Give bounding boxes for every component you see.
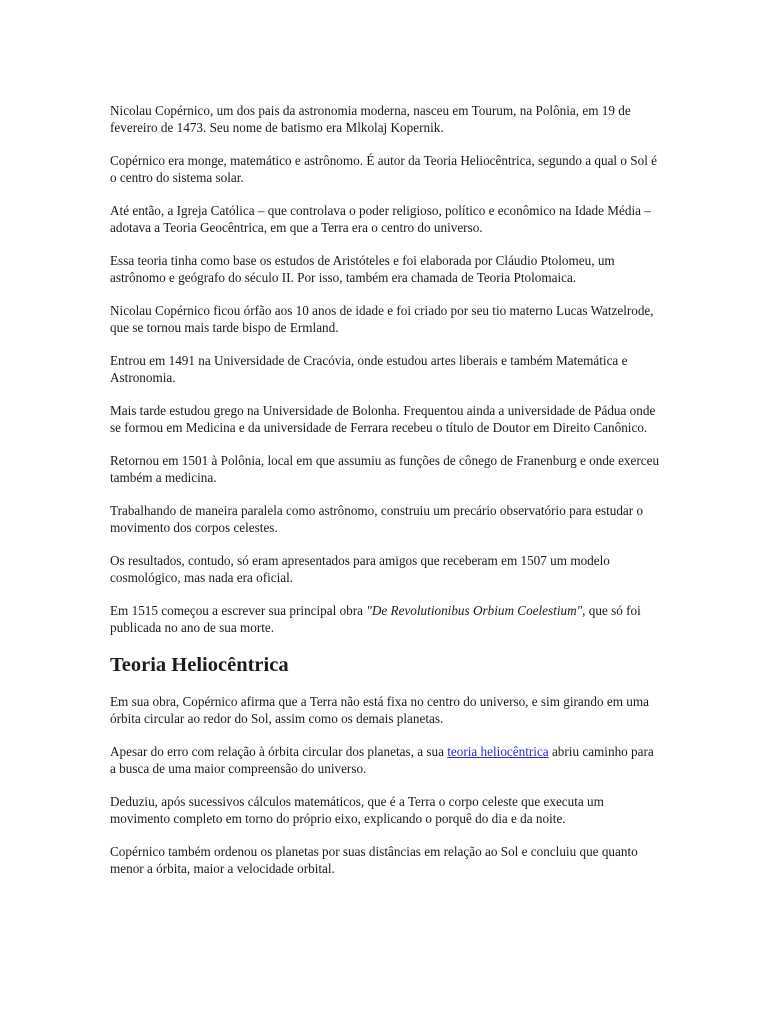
- paragraph-intro: Nicolau Copérnico, um dos pais da astronomia moderna, nasceu em Tourum, na Polônia, em 19 de fevereiro de 1473. Seu nome de batismo era Mlkolaj Kopernik.: [110, 103, 631, 135]
- paragraph-obra: [110, 602, 662, 636]
- paragraph-orfao: Nicolau Copérnico ficou órfão aos 10 anos de idade e foi criado por seu tio materno Lucas Watzelrode, que se tornou mais tarde bispo de Ermland.: [110, 303, 654, 335]
- paragraph-bolonha: Mais tarde estudou grego na Universidade de Bolonha. Frequentou ainda a universidade de Pádua onde se formou em Medicina e da universidade de Ferrara recebeu o título de Doutor em Direito Canônico.: [110, 403, 656, 435]
- paragraph-polonia: Retornou em 1501 à Polônia, local em que assumiu as funções de cônego de Franenburg e onde exerceu também a medicina.: [110, 453, 660, 485]
- paragraph-resultados: Os resultados, contudo, só eram apresentados para amigos que receberam em 1507 um modelo cosmológico, mas nada era oficial.: [110, 553, 610, 585]
- obra-text-after: , que só foi publicada no ano de sua morte.: [110, 603, 641, 635]
- paragraph-igreja: Até então, a Igreja Católica – que controlava o poder religioso, político e econômico na Idade Média – adotava a Teoria Geocêntrica, em que a Terra era o centro do universo.: [110, 203, 651, 235]
- section-heading: Teoria Heliocêntrica: [110, 654, 289, 676]
- paragraph-observatorio: Trabalhando de maneira paralela como astrônomo, construiu um precário observatório para estudar o movimento dos corpos celestes.: [110, 503, 644, 535]
- paragraph-cracovia: Entrou em 1491 na Universidade de Cracóvia, onde estudou artes liberais e também Matemática e Astronomia.: [110, 353, 628, 385]
- obra-text-before: Em 1515 começou a escrever sua principal obra: [110, 603, 367, 618]
- teoria-heliocentrica-link[interactable]: teoria heliocêntrica: [447, 744, 549, 759]
- paragraph-erro: [110, 743, 662, 777]
- obra-title-italic: "De Revolutionibus Orbium Coelestium": [366, 603, 583, 618]
- paragraph-sua-obra: Em sua obra, Copérnico afirma que a Terra não está fixa no centro do universo, e sim girando em uma órbita circular ao redor do Sol, assim como os demais planetas.: [110, 694, 649, 726]
- erro-text-after: abriu caminho para a busca de uma maior compreensão do universo.: [110, 744, 654, 776]
- erro-text-before: Apesar do erro com relação à órbita circular dos planetas, a sua: [110, 744, 448, 759]
- paragraph-monge: Copérnico era monge, matemático e astrônomo. É autor da Teoria Heliocêntrica, segundo a qual o Sol é o centro do sistema solar.: [110, 153, 658, 185]
- document-page: [110, 102, 662, 893]
- paragraph-teoria-base: Essa teoria tinha como base os estudos de Aristóteles e foi elaborada por Cláudio Ptolomeu, um astrônomo e geógrafo do século II. Por isso, também era chamada de Teoria Ptolomaica.: [110, 253, 615, 285]
- paragraph-deduziu: Deduziu, após sucessivos cálculos matemáticos, que é a Terra o corpo celeste que executa um movimento completo em torno do próprio eixo, explicando o porquê do dia e da noite.: [110, 794, 604, 826]
- paragraph-ordenou: Copérnico também ordenou os planetas por suas distâncias em relação ao Sol e concluiu que quanto menor a órbita, maior a velocidade orbital.: [110, 844, 638, 876]
